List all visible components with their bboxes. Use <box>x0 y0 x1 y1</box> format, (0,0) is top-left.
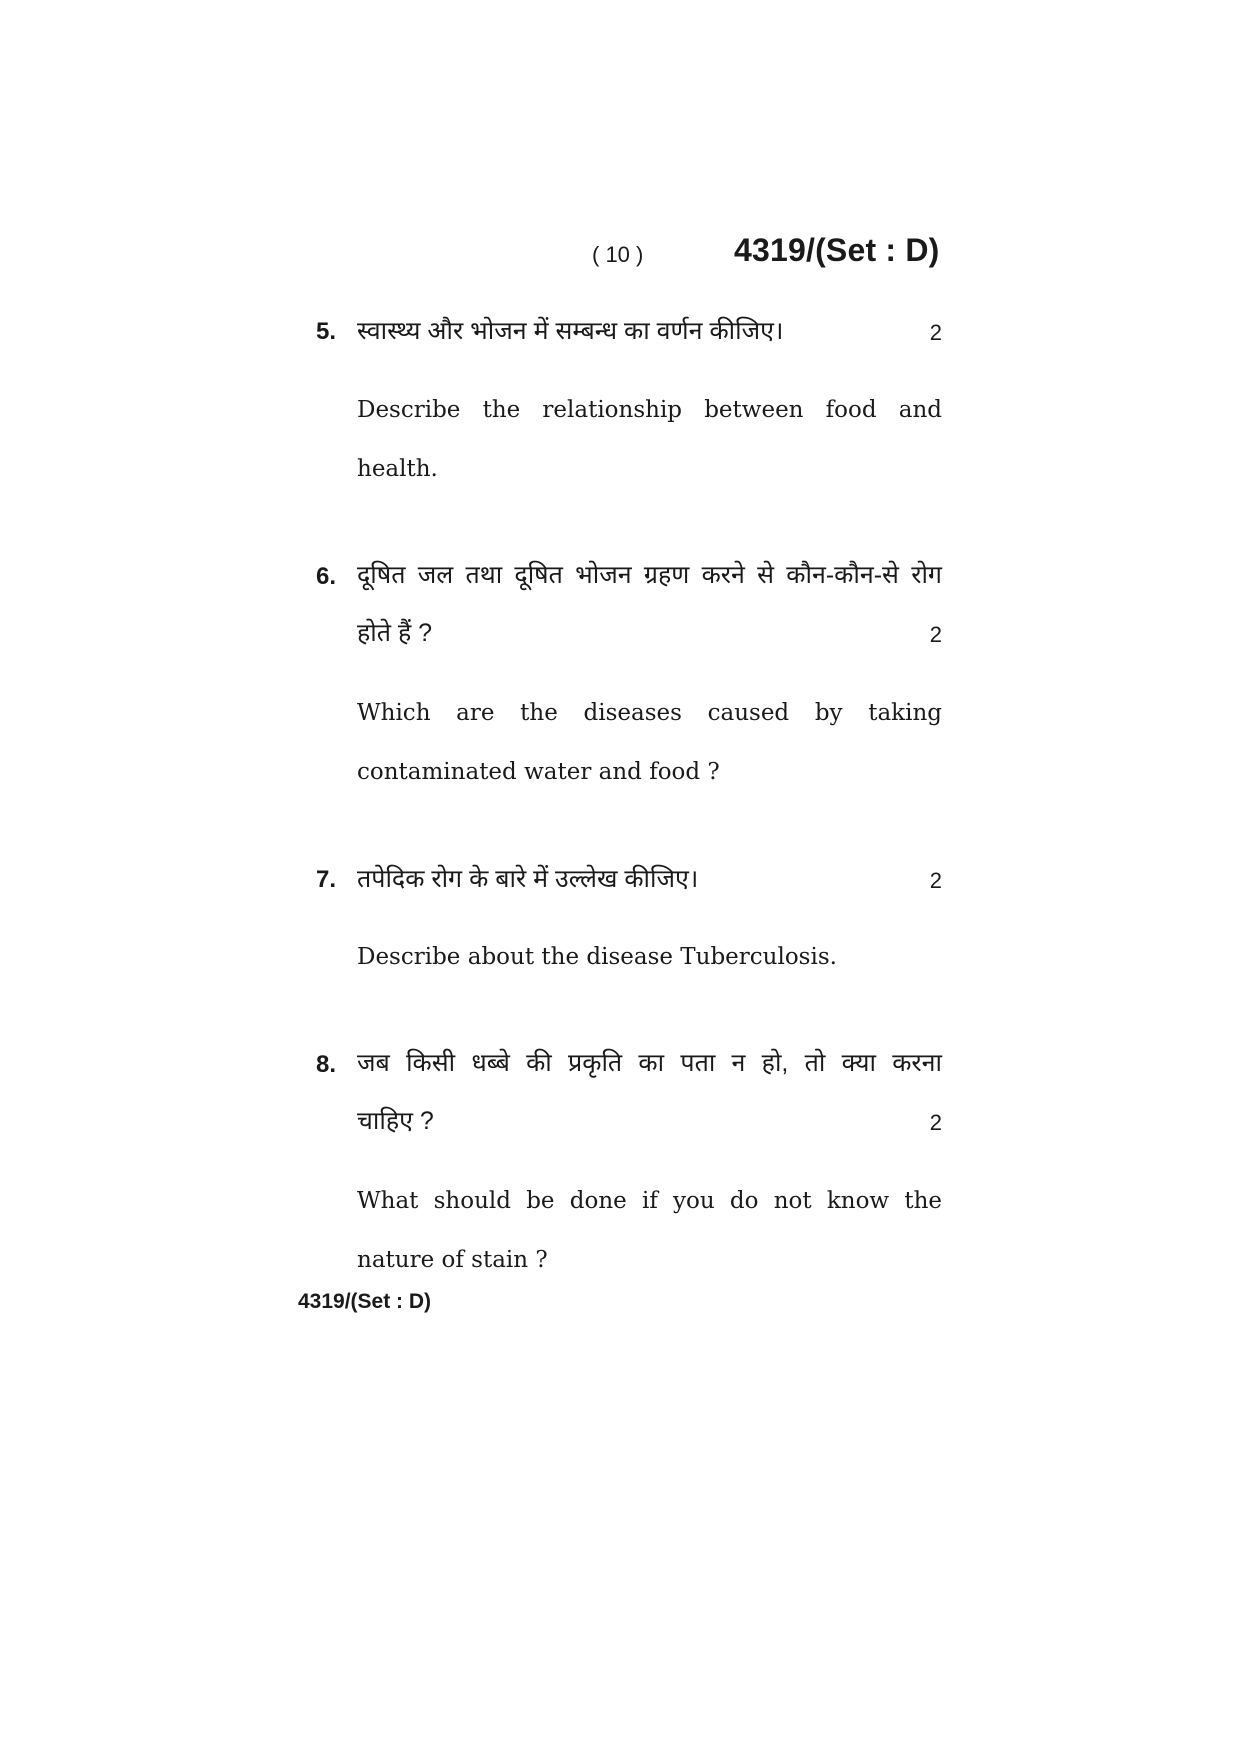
question-7-number: 7. <box>316 866 337 893</box>
question-8-hindi-line-2: चाहिए ? <box>357 1107 434 1135</box>
question-7-marks: 2 <box>929 868 942 893</box>
question-6-english-line-2: contaminated water and food ? <box>357 759 720 785</box>
question-5-english-line-1: Describe the relationship between food and <box>357 397 942 423</box>
question-6-hindi-line-2: होते हैं ? <box>357 619 433 647</box>
paper-code-footer: 4319/(Set : D) <box>298 1290 432 1313</box>
question-5-number: 5. <box>316 318 337 345</box>
question-6-marks: 2 <box>929 622 942 647</box>
page-number: ( 10 ) <box>592 242 644 267</box>
paper-code-header: 4319/(Set : D) <box>734 232 940 268</box>
question-5-english-line-2: health. <box>357 456 438 482</box>
question-6-english-line-1: Which are the diseases caused by taking <box>357 700 942 726</box>
question-6-hindi-line-1: दूषित जल तथा दूषित भोजन ग्रहण करने से कौन-कौन-से रोग <box>357 561 942 589</box>
question-8-english-line-2: nature of stain ? <box>357 1247 548 1273</box>
question-6-number: 6. <box>316 563 337 590</box>
question-8-hindi-line-1: जब किसी धब्बे की प्रकृति का पता न हो, तो क्या करना <box>357 1049 942 1077</box>
question-7-english-line-1: Describe about the disease Tuberculosis. <box>357 944 837 970</box>
question-5-marks: 2 <box>929 320 942 345</box>
question-5-hindi-line-1: स्वास्थ्य और भोजन में सम्बन्ध का वर्णन कीजिए। <box>357 317 784 345</box>
question-8-marks: 2 <box>929 1110 942 1135</box>
question-8-english-line-1: What should be done if you do not know the <box>357 1188 942 1214</box>
question-7-hindi-line-1: तपेदिक रोग के बारे में उल्लेख कीजिए। <box>357 865 699 893</box>
question-8-number: 8. <box>316 1051 337 1078</box>
